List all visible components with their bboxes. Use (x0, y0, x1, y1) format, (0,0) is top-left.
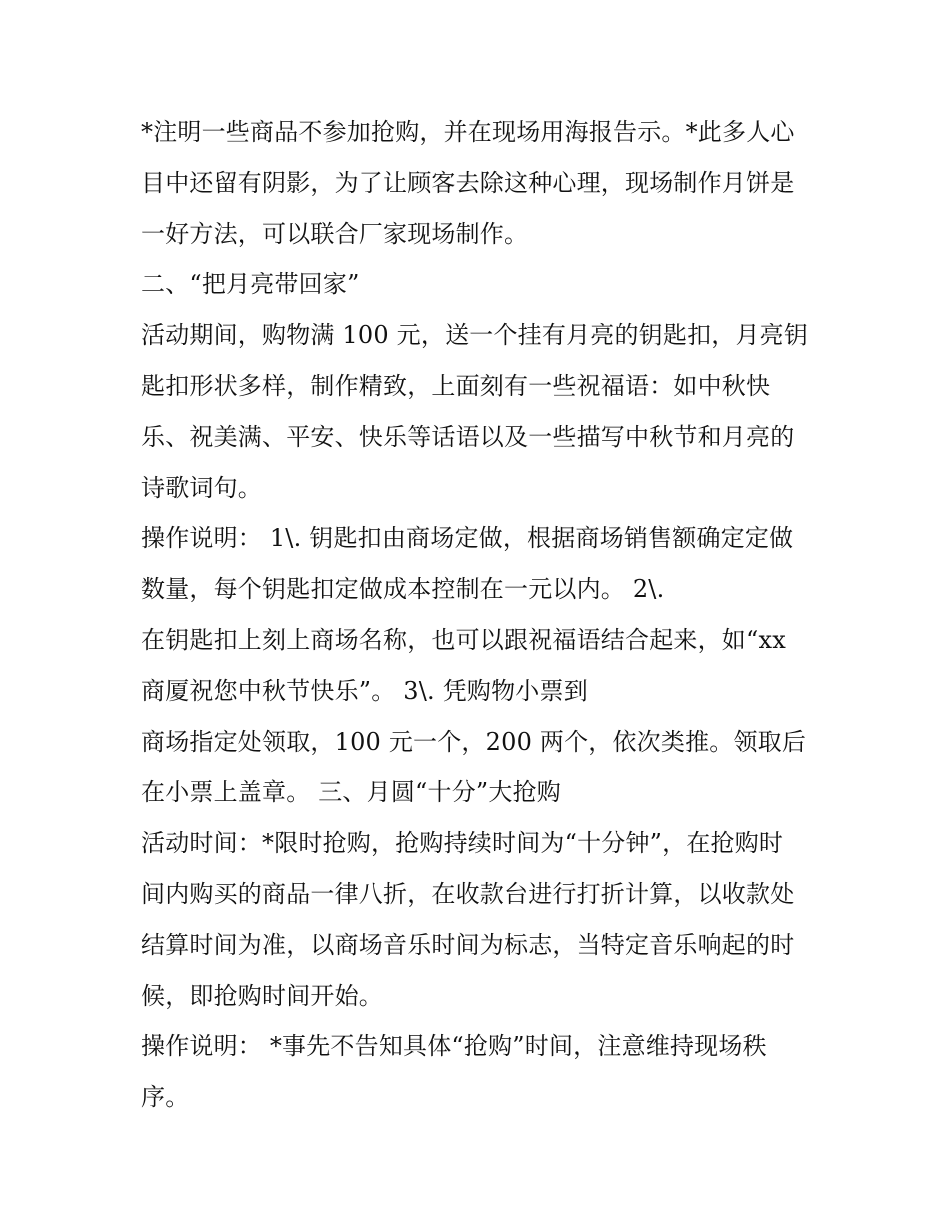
text-line: 操作说明： 1\. 钥匙扣由商场定做，根据商场销售额确定定做 (141, 524, 794, 553)
text-line: 间内购买的商品一律八折，在收款台进行打折计算，以收款处 (141, 879, 795, 908)
text-line: 商厦祝您中秋节快乐”。 3\. 凭购物小票到 (141, 676, 588, 705)
text-line: 在钥匙扣上刻上商场名称，也可以跟祝福语结合起来，如“xx (141, 625, 786, 654)
text-line: 商场指定处领取，100 元一个，200 两个，依次类推。领取后 (141, 727, 807, 756)
text-line: 结算时间为准，以商场音乐时间为标志，当特定音乐响起的时 (141, 930, 795, 959)
section-heading: 二、“把月亮带回家” (141, 270, 360, 299)
text-line: 数量，每个钥匙扣定做成本控制在一元以内。 2\. (141, 575, 665, 604)
document-body (141, 107, 831, 1123)
text-line: *注明一些商品不参加抢购，并在现场用海报告示。*此多人心 (141, 118, 795, 146)
text-line: 目中还留有阴影，为了让顾客去除这种心理，现场制作月饼是 (141, 168, 795, 197)
text-line: 活动时间：*限时抢购，抢购持续时间为“十分钟”，在抢购时 (141, 829, 784, 858)
text-line: 操作说明： *事先不告知具体“抢购”时间，注意维持现场秩 (141, 1032, 767, 1061)
text-line: 乐、祝美满、平安、快乐等话语以及一些描写中秋节和月亮的 (141, 422, 795, 451)
text-line: 一好方法，可以联合厂家现场制作。 (141, 219, 529, 248)
text-line: 在小票上盖章。 三、月圆“十分”大抢购 (141, 778, 561, 807)
text-line: 序。 (141, 1083, 190, 1112)
text-line: 候，即抢购时间开始。 (141, 981, 383, 1010)
text-line: 诗歌词句。 (141, 473, 262, 502)
text-line: 匙扣形状多样，制作精致，上面刻有一些祝福语：如中秋快 (141, 371, 771, 400)
text-line: 活动期间，购物满 100 元，送一个挂有月亮的钥匙扣，月亮钥 (141, 321, 809, 350)
